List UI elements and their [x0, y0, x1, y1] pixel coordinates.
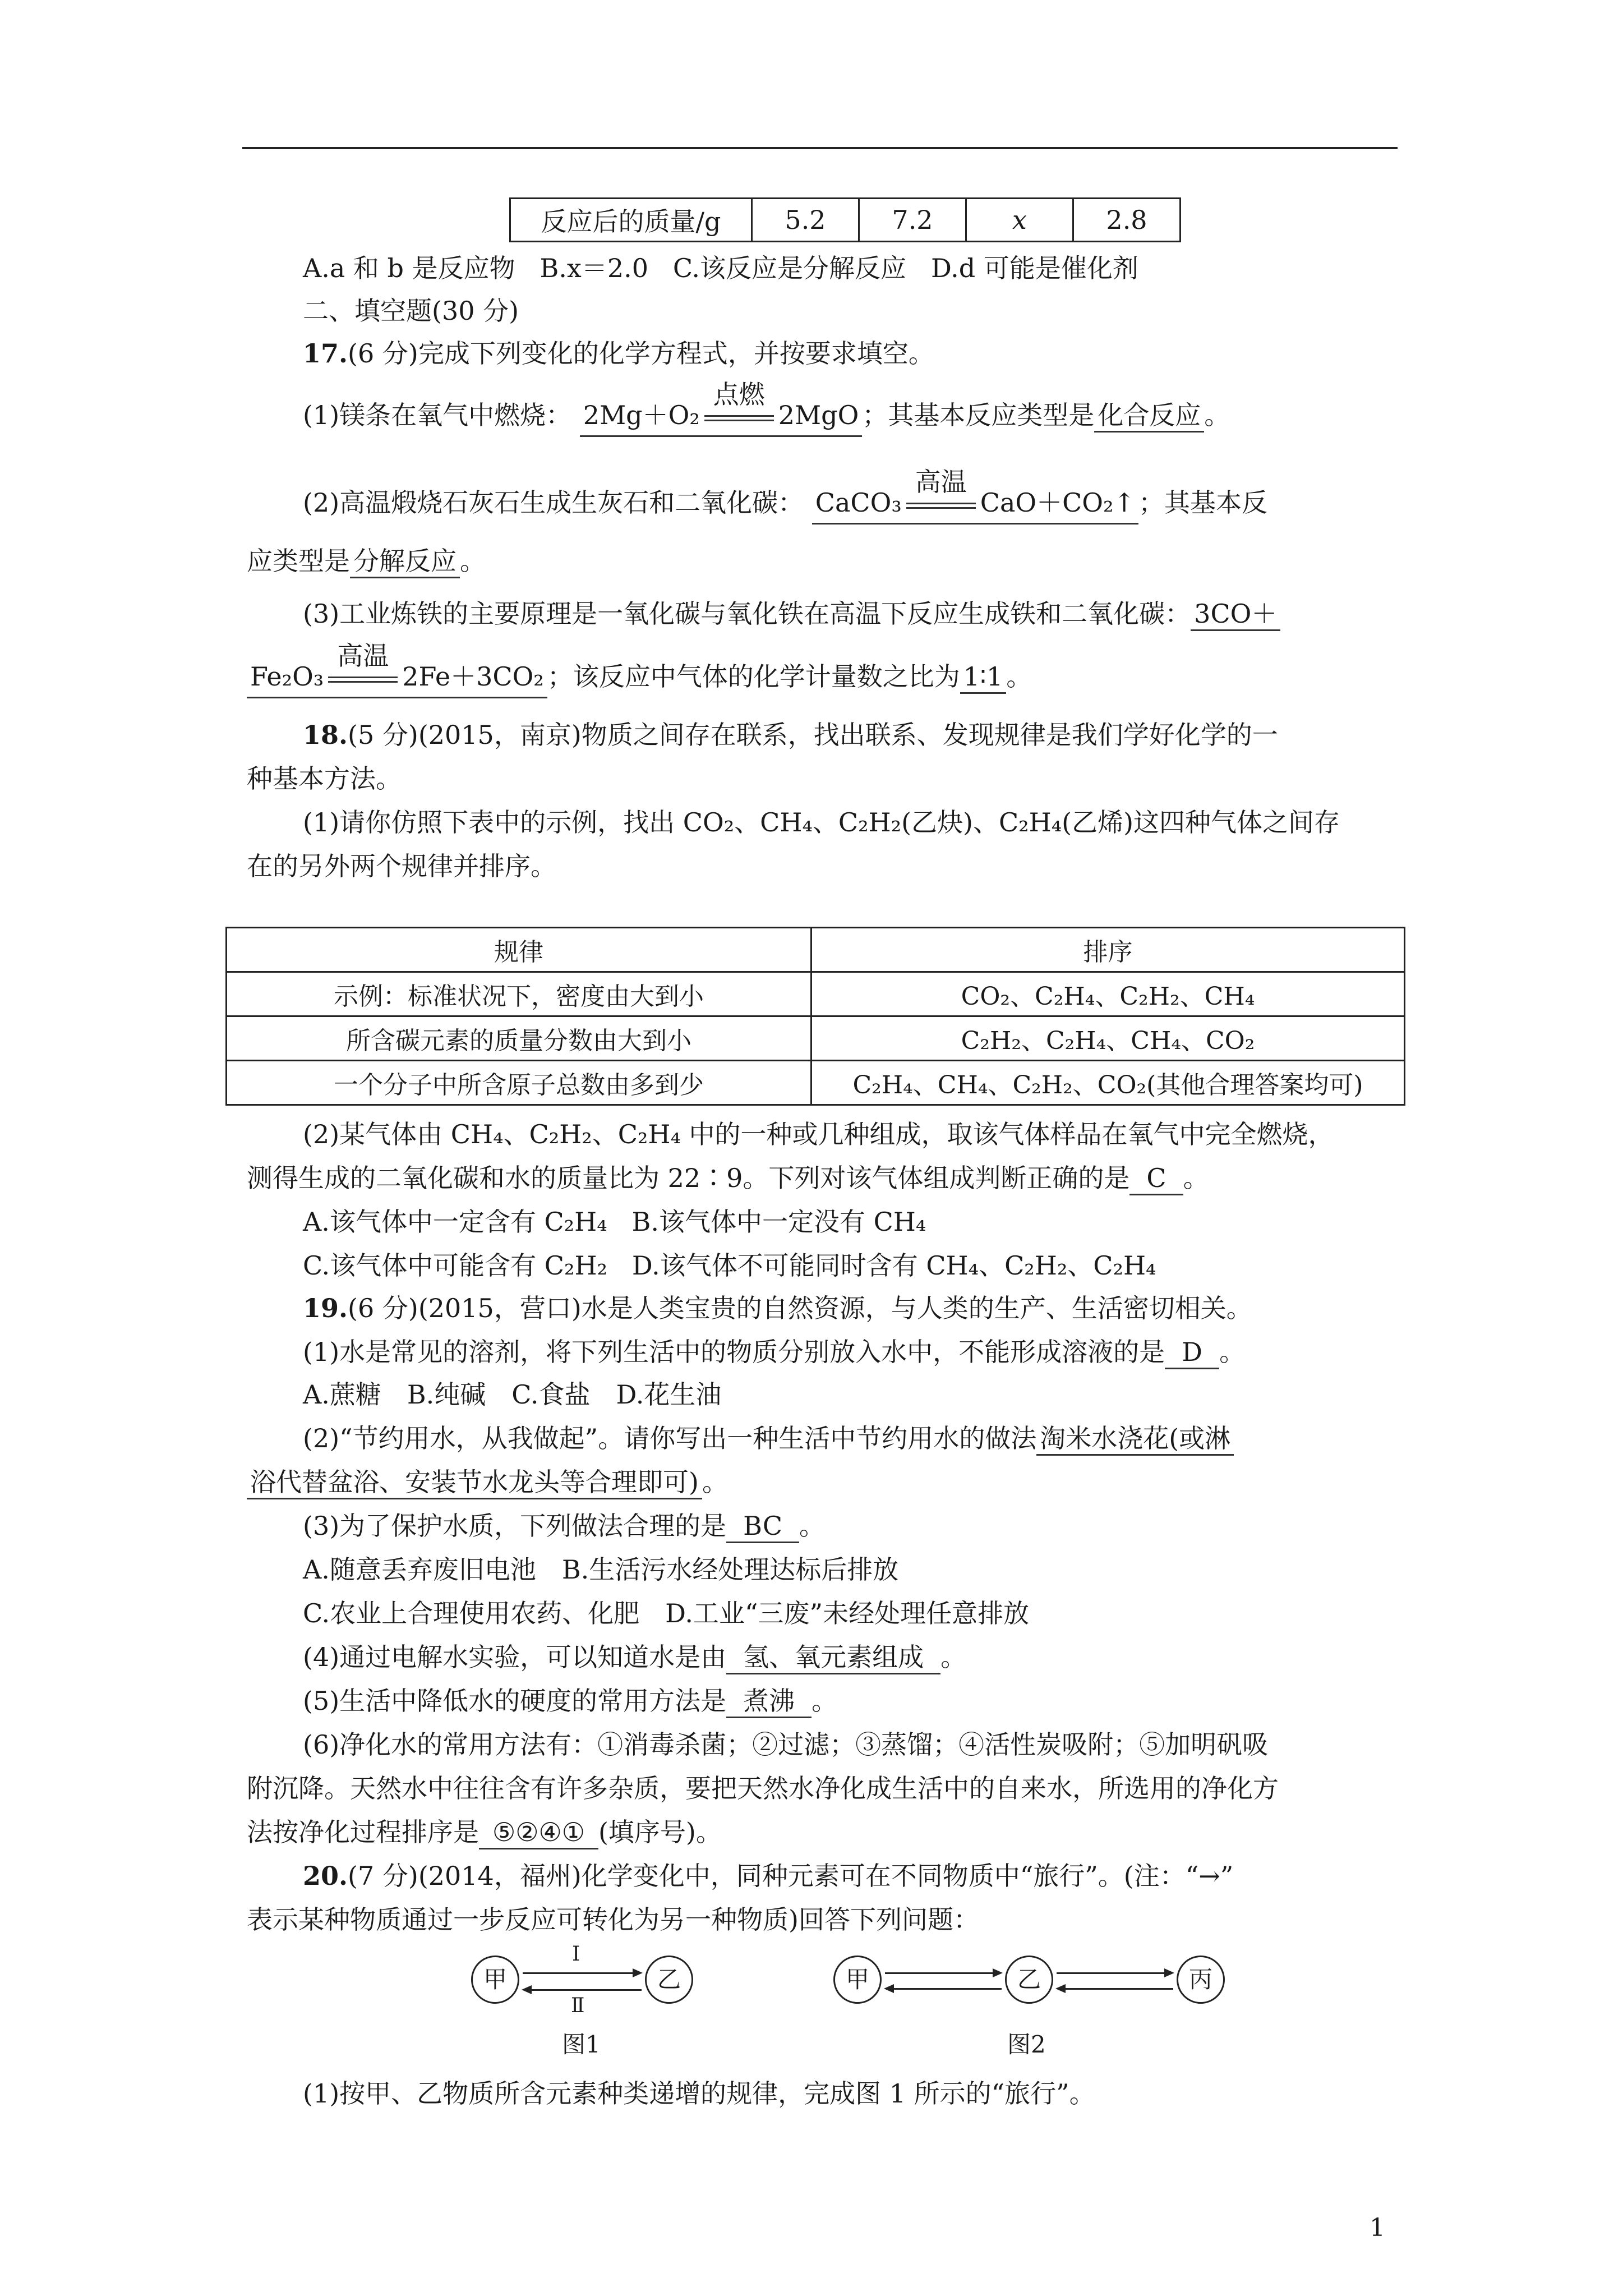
page-number: 1: [1370, 2214, 1385, 2242]
answer-blank: 3CO＋: [1191, 599, 1280, 631]
q19-part6: (6)净化水的常用方法有：①消毒杀菌；②过滤；③蒸馏；④活性炭吸附；⑤加明矾吸: [303, 1729, 1269, 1760]
reaction-condition: [902, 467, 980, 522]
table-cell: 一个分子中所含原子总数由多到少: [227, 1061, 811, 1105]
arrow-right: [1057, 1972, 1172, 1974]
q19-part1-options: A.蔗糖 B.纯碱 C.食盐 D.花生油: [303, 1379, 722, 1410]
answer-blank: 淘米水浇花(或淋: [1036, 1424, 1234, 1456]
answer-blank: 浴代替盆浴、安装节水龙头等合理即可): [247, 1467, 702, 1499]
option-a: A.该气体中一定含有 C₂H₄: [303, 1207, 607, 1237]
equals-line: [906, 507, 976, 509]
table-cell: 示例：标准状况下，密度由大到小: [227, 972, 811, 1016]
text: (4)通过电解水实验，可以知道水是由: [303, 1642, 727, 1672]
text: 。: [1219, 1337, 1246, 1367]
q20-part1: (1)按甲、乙物质所含元素种类递增的规律，完成图 1 所示的“旅行”。: [303, 2078, 1095, 2109]
q20-stem: [303, 1859, 1233, 1893]
figure-1-caption: 图1: [562, 2031, 601, 2058]
option-d: D.d 可能是催化剂: [930, 253, 1138, 283]
q18-stem-cont: 种基本方法。: [247, 763, 402, 794]
q19-part5: [303, 1684, 837, 1718]
node-yi: 乙: [645, 1955, 693, 2004]
arrow-right: [885, 1972, 1000, 1974]
text: 。: [702, 1467, 728, 1497]
answer-blank: [247, 641, 547, 698]
text: 测得生成的二氧化碳和水的质量比为 22∶9。下列对该气体组成判断正确的是: [247, 1163, 1130, 1193]
figure-2: [833, 1950, 1237, 2012]
q18-part1-cont: 在的另外两个规律并排序。: [247, 851, 556, 881]
answer-blank: D: [1165, 1337, 1219, 1369]
table-cell: 所含碳元素的质量分数由大到小: [227, 1016, 811, 1061]
answer-blank: C: [1129, 1163, 1183, 1195]
q19-part6-cont: 附沉降。天然水中往往含有许多杂质，要把天然水净化成生活中的自来水，所选用的净化方: [247, 1773, 1279, 1803]
answer-blank: 化合反应: [1094, 401, 1204, 432]
question-text: (6 分)(2015，营口)水是人类宝贵的自然资源，与人类的生产、生活密切相关。: [348, 1293, 1252, 1323]
equation-left: CaCO₃: [815, 487, 902, 518]
equals-line: [704, 420, 774, 421]
condition-text: 高温: [337, 641, 389, 671]
arrow-left: [524, 1989, 642, 1991]
equation-right: CaO＋CO₂↑: [980, 487, 1136, 518]
q18-stem: [303, 718, 1278, 752]
table-cell: 反应后的质量/g: [510, 199, 752, 242]
q17-stem: [303, 337, 934, 370]
question-number: 18.: [303, 720, 348, 750]
equation-right: 2Fe＋3CO₂: [402, 661, 544, 692]
table-cell: CO₂、C₂H₄、C₂H₂、CH₄: [811, 972, 1405, 1016]
text: (5)生活中降低水的硬度的常用方法是: [303, 1686, 727, 1716]
answer-blank: [580, 379, 863, 437]
text: 应类型是: [247, 546, 350, 576]
equation-left: 2Mg＋O₂: [583, 400, 700, 430]
q20-stem-cont: 表示某种物质通过一步反应可转化为另一种物质)回答下列问题：: [247, 1904, 979, 1935]
arrow-label-bottom: Ⅱ: [571, 1994, 585, 2017]
question-text: (6 分)完成下列变化的化学方程式，并按要求填空。: [348, 338, 934, 369]
equals-line: [704, 415, 774, 417]
q19-stem: [303, 1291, 1252, 1325]
node-jia: 甲: [833, 1955, 882, 2004]
text: ；其基本反应类型是: [862, 400, 1095, 430]
equals-line: [328, 681, 398, 683]
arrow-left: [886, 1988, 1002, 1990]
table-row: [227, 972, 1405, 1016]
mass-table: [509, 197, 1181, 242]
q18-part1: (1)请你仿照下表中的示例，找出 CO₂、CH₄、C₂H₂(乙炔)、C₂H₄(乙烯)这四种气体之间存: [303, 807, 1340, 838]
rule-table: [225, 927, 1405, 1106]
text: (2)“节约用水，从我做起”。请你写出一种生活中节约用水的做法: [303, 1423, 1037, 1453]
q18-options-ab: [303, 1205, 926, 1239]
text: 。: [799, 1511, 826, 1541]
text: (1)水是常见的溶剂，将下列生活中的物质分别放入水中，不能形成溶液的是: [303, 1337, 1165, 1367]
equation-right: 2MgO: [778, 400, 859, 430]
figure-2-caption: 图2: [1007, 2031, 1046, 2058]
q18-part2-cont: [247, 1161, 1209, 1195]
text: (1)镁条在氧气中燃烧：: [303, 400, 572, 430]
option-b: B.该气体中一定没有 CH₄: [631, 1207, 926, 1237]
question-text: (5 分)(2015，南京)物质之间存在联系，找出联系、发现规律是我们学好化学的一: [348, 720, 1278, 750]
table-row: [510, 199, 1181, 242]
answer-blank: BC: [726, 1511, 799, 1543]
q19-part2-cont: [247, 1465, 728, 1499]
question-number: 20.: [303, 1861, 348, 1891]
q18-options-cd: [303, 1249, 1156, 1282]
text: ；该反应中气体的化学计量数之比为: [547, 661, 960, 692]
text: 法按净化过程排序是: [247, 1817, 479, 1847]
option-d: D.该气体不可能同时含有 CH₄、C₂H₂、C₂H₄: [631, 1250, 1156, 1281]
table-cell: x: [966, 199, 1073, 242]
answer-blank: 煮沸: [726, 1686, 811, 1718]
table-cell: C₂H₂、C₂H₄、CH₄、CO₂: [811, 1016, 1405, 1061]
q17-part2: [303, 467, 1268, 524]
text: (3)为了保护水质，下列做法合理的是: [303, 1511, 727, 1541]
text: (填序号)。: [598, 1817, 722, 1847]
question-number: 19.: [303, 1293, 348, 1323]
q19-part3: [303, 1509, 825, 1543]
node-jia: 甲: [471, 1955, 519, 2004]
option-b: B.x＝2.0: [540, 253, 648, 283]
table-row: [227, 1061, 1405, 1105]
equals-line: [328, 677, 398, 678]
table-cell: 5.2: [752, 199, 859, 242]
reaction-condition: [700, 379, 778, 434]
answer-blank: 1∶1: [960, 662, 1007, 694]
answer-blank: ⑤②④①: [479, 1818, 598, 1849]
q17-part2-cont: [247, 544, 486, 578]
q19-part2: [303, 1421, 1234, 1456]
q19-part3-options-2: C.农业上合理使用农药、化肥 D.工业“三废”未经处理任意排放: [303, 1598, 1030, 1628]
text: 。: [1204, 400, 1230, 430]
q17-part1: [303, 379, 1230, 437]
text: (3)工业炼铁的主要原理是一氧化碳与氧化铁在高温下反应生成铁和二氧化碳：: [303, 599, 1191, 629]
text: 。: [460, 546, 486, 576]
text: ；其基本反: [1138, 487, 1268, 518]
q17-part3-cont: [247, 641, 1032, 698]
arrow-right: [523, 1972, 640, 1974]
condition-text: 点燃: [713, 379, 765, 409]
q16-options: [303, 251, 1138, 285]
answer-blank: 分解反应: [350, 546, 460, 578]
text: 。: [940, 1642, 967, 1672]
arrow-label-top: Ⅰ: [572, 1943, 580, 1966]
equals-line: [906, 503, 976, 504]
text: 。: [811, 1686, 838, 1716]
q18-part2: (2)某气体由 CH₄、C₂H₂、C₂H₄ 中的一种或几种组成，取该气体样品在氧气中完全燃烧，: [303, 1119, 1334, 1149]
q19-part6-cont2: [247, 1815, 722, 1849]
node-bing: 丙: [1177, 1955, 1225, 2004]
table-cell: 2.8: [1073, 199, 1181, 242]
q19-part3-options-1: A.随意丢弃废旧电池 B.生活污水经处理达标后排放: [303, 1554, 899, 1585]
figure-1: [471, 1944, 707, 2017]
table-row: [227, 1016, 1405, 1061]
table-cell: C₂H₄、CH₄、C₂H₂、CO₂(其他合理答案均可): [811, 1061, 1405, 1105]
text: (2)高温煅烧石灰石生成生灰石和二氧化碳：: [303, 487, 804, 518]
text: 。: [1006, 661, 1032, 692]
option-c: C.该气体中可能含有 C₂H₂: [303, 1250, 607, 1281]
question-number: 17.: [303, 338, 348, 369]
node-yi: 乙: [1005, 1955, 1053, 2004]
arrow-left: [1058, 1988, 1173, 1990]
text: 。: [1183, 1163, 1209, 1193]
q19-part4: [303, 1640, 966, 1674]
q17-part3: [303, 597, 1280, 631]
answer-blank: [812, 467, 1138, 524]
condition-text: 高温: [915, 467, 967, 497]
table-header-row: [227, 928, 1405, 972]
column-header: 排序: [811, 928, 1405, 972]
column-header: 规律: [227, 928, 811, 972]
q19-part1: [303, 1335, 1245, 1369]
table-cell: 7.2: [859, 199, 966, 242]
equation-left: Fe₂O₃: [250, 661, 324, 692]
reaction-condition: [324, 641, 402, 696]
option-a: A.a 和 b 是反应物: [303, 253, 515, 283]
section-title: 二、填空题(30 分): [303, 296, 519, 326]
header-rule: [242, 147, 1398, 149]
option-c: C.该反应是分解反应: [672, 253, 907, 283]
answer-blank: 氢、氧元素组成: [726, 1642, 940, 1674]
question-text: (7 分)(2014，福州)化学变化中，同种元素可在不同物质中“旅行”。(注：“→”: [348, 1861, 1234, 1891]
